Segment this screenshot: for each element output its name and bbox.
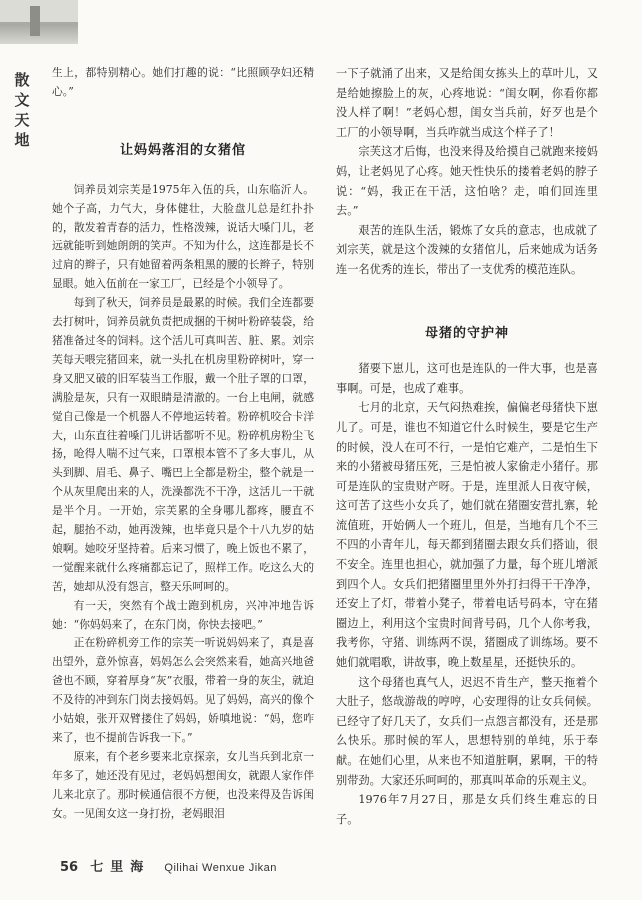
continuation-text: 一下子就涌了出来，又是给闺女拣头上的草叶儿，又是给她擦脸上的灰，心疼地说：“闺女啊，你看你都没人样了啊！”老妈心想，闺女当兵前，好歹也是个工厂的小领导啊，当兵咋就当成这个样子了！ <box>336 67 598 139</box>
corner-photo-tower <box>30 6 40 36</box>
section-label-char: 地 <box>14 131 30 149</box>
paragraph: 正在粉碎机旁工作的宗芙一听说妈妈来了，真是喜出望外，意外惊喜，妈妈怎么会突然来看，她高兴地爸爸也不顾，穿着厚身“灰”衣服，带着一身的灰尘，就迫不及待的冲到东门岗去接妈妈。见了妈妈，高兴的像个小姑娘，张开双臂搂住了妈妈，娇嗔地说：“妈，您咋来了，也不提前告诉我一下。” <box>52 636 314 744</box>
paragraph: 艰苦的连队生活，锻炼了女兵的意志，也成就了刘宗芙，就是这个泼辣的女猪倌儿，后来她成为话务连一名优秀的连长，带出了一支优秀的模范连队。 <box>336 223 598 276</box>
section-label <box>14 70 30 150</box>
article-title-2: 母猪的守护神 <box>424 325 509 341</box>
paragraph: 每到了秋天，饲养员是最累的时候。我们全连都要去打树叶，饲养员就负责把成捆的干树叶粉碎装袋，给猪准备过冬的饲料。这个活儿可真叫苦、脏、累。刘宗芙每天喂完猪回来，就一头扎在机房里粉碎树叶，穿一身又肥又破的旧军装当工作服，戴一个肚子罩的口罩，满脸是灰，只有一双眼睛是清澈的。一台上电闸，就感觉自己像是一个机器人不停地运转着。粉碎机咬合卡洋大，山东直往着嗓门儿讲话都听不见。粉碎机房粉尘飞扬，呛得人喘不过气来，口罩根本管不了多大事儿，从头到脚、眉毛、鼻子、嘴巴上全都是粉尘，整个就是一个从灰里爬出来的人，洗澡都洗不干净，这活儿一干就是半个月。一开始，宗芙累的全身哪儿都疼，腰直不起，腿抬不动，她再泼辣，也毕竟只是个十八九岁的姑娘啊。她咬牙坚持着。后来习惯了，晚上饭也不累了，一觉醒来就什么疼痛都忘记了，照样工作。吃这么大的苦，她却从没有怨言，整天乐呵呵的。 <box>52 296 314 593</box>
section-label-char: 文 <box>14 91 30 109</box>
paragraph: 七月的北京，天气闷热难挨，偏偏老母猪快下崽儿了。可是，谁也不知道它什么时候生，要是它生产的时候，没人在可不行，一是怕它难产，二是怕生下来的小猪被母猪压死，三是怕被人家偷走小猪仔。那可是连队的宝贵财产呀。于是，连里派人日夜守候，这可苦了这些小女兵了，她们就在猪圈安营扎寨，轮流值班，开始俩人一个班儿，但是，当地有几个不三不四的小青年儿，每天都到猪圈去跟女兵们搭讪，很不安全。连里也担心，就加强了力量，每个班儿增派到四个人。女兵们把猪圈里里外外打扫得干干净净，还安上了灯，带着小凳子，带着电话号码本，守在猪圈边上，利用这个宝贵时间背号码，几个人你考我，我考你，守猪、训练两不误，猪圈成了训练场。要不她们就唱歌，讲故事，晚上数星星，还挺快乐的。 <box>336 401 598 670</box>
magazine-name: 七里海 <box>90 860 151 875</box>
article-title-1: 让妈妈落泪的女猪倌 <box>119 142 246 158</box>
page-footer <box>60 856 277 875</box>
intro-text: 生上，都特别精心。她们打趣的说：“比照顾孕妇还精心。” <box>52 66 314 98</box>
section-label-char: 天 <box>14 111 30 129</box>
page-number: 56 <box>60 860 79 875</box>
paragraph: 原来，有个老乡要来北京探亲，女儿当兵到北京一年多了，她还没有见过，老妈妈想闺女，就跟人家作伴儿来北京了。那时候通信很不方便，也没来得及告诉闺女。一见闺女这一身打扮，老妈眼泪 <box>52 749 314 820</box>
paragraph: 这个母猪也真气人，迟迟不肯生产，整天拖着个大肚子，悠哉游哉的哼哼，心安理得的让女兵伺候。已经守了好几天了，女兵们一点怨言都没有，还是那么快乐。那时候的军人，思想特别的单纯，乐于奉献。在她们心里，从来也不知道脏啊，累啊，干的特别带劲。大家还乐呵呵的，那真叫革命的乐观主义。 <box>336 675 598 787</box>
section-label-char: 散 <box>14 71 30 89</box>
corner-photo <box>0 0 78 44</box>
magazine-pinyin: Qilihai Wenxue Jikan <box>164 862 277 874</box>
paragraph: 宗芙这才后悔，也没来得及给摸自己就跑来接妈妈，让老妈见了心疼。她天性快乐的搂着老妈的脖子说：“妈，我正在干活，这怕啥？走，咱们回连里去。” <box>336 145 598 218</box>
paragraph: 1976年7月27日，那是女兵们终生难忘的日子。 <box>336 793 598 826</box>
paragraph: 饲养员刘宗芙是1975年入伍的兵，山东临沂人。她个子高，力气大，身体健壮，大脸盘儿总是红扑扑的，散发着青春的活力，性格泼辣，说话大嗓门儿，老远就能听到她朗朗的笑声。不知为什么，这连都是长不过肩的辫子，只有她留着两条粗黑的腰的长辫子，特别显眼。她入伍前在一家工厂，已经是个小领导了。 <box>52 182 314 291</box>
paragraph: 有一天，突然有个战士跑到机房，兴冲冲地告诉她：“你妈妈来了，在东门岗，你快去接吧。” <box>52 598 314 631</box>
paragraph: 猪要下崽儿，这可也是连队的一件大事，也是喜事啊。可是，也成了难事。 <box>336 362 598 395</box>
left-column <box>52 64 314 824</box>
right-column <box>336 64 598 829</box>
